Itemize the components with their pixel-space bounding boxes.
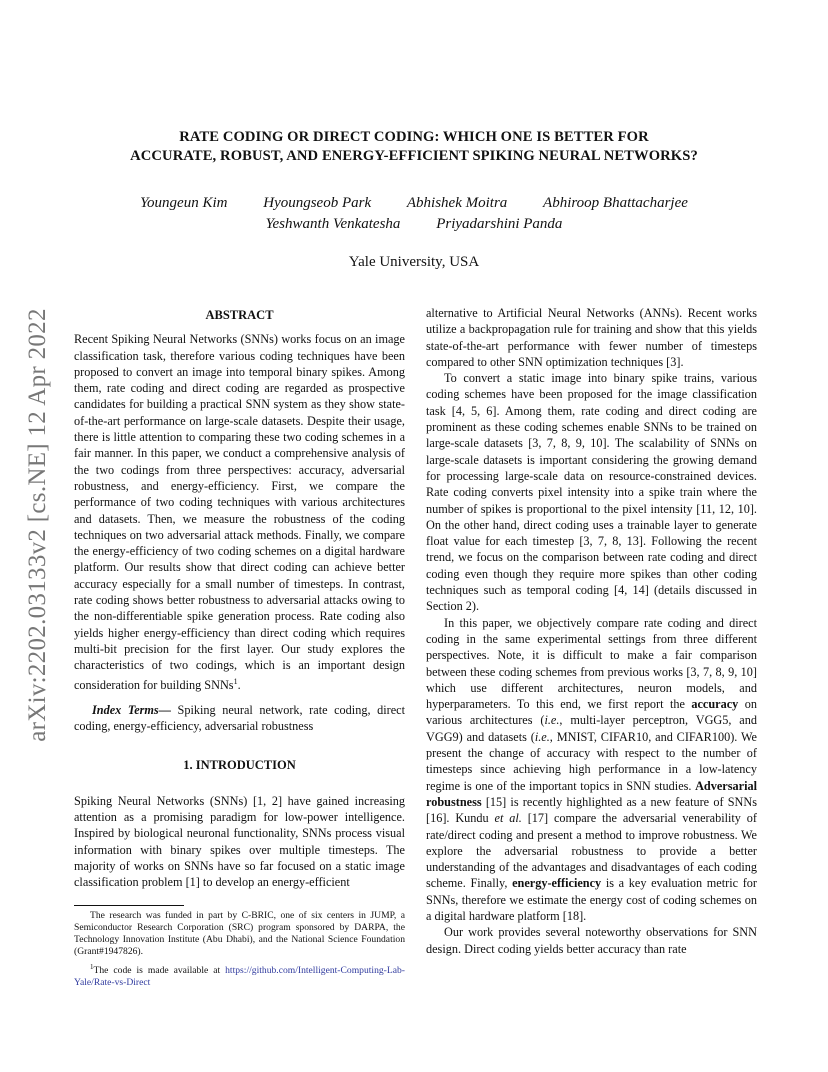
code-footnote: $^1$The code is made available at https://github.com/Intelligent-Computing-Lab-Yale/Rate-vs-Direct [74,962,405,988]
index-terms: Index Terms— Spiking neural network, rate coding, direct coding, energy-efficiency, adversarial robustness [74,702,405,734]
footnote-rule [74,905,184,906]
title-line-2: ACCURATE, ROBUST, AND ENERGY-EFFICIENT SPIKING NEURAL NETWORKS? [130,148,698,164]
author-name: Priyadarshini Panda [436,216,563,232]
arxiv-sidebar [20,285,56,765]
authors-row-1 [74,193,754,213]
arxiv-identifier: arXiv:2202.03133v2 [cs.NE] 12 Apr 2022 [24,308,51,742]
right-column [426,305,757,957]
intro-paragraph-3: In this paper, we objectively compare rate coding and direct coding in the same experimental settings from three different perspectives. Note, it is difficult to make a fair comparison between these coding schemes from previous works [3, 7, 8, 9, 10] which use different architectures, neuron models, and hyperparameters. To this end, we first report the accuracy on various architectures (i.e., multi-layer perceptron, VGG5, and VGG9) and datasets (i.e., MNIST, CIFAR10, and CIFAR100). We present the change of accuracy with respect to the number of timesteps since achieving high performance in a low-latency regime is one of the important topics in SNN studies. Adversarial robustness [15] is recently highlighted as a new feature of SNNs [16]. Kundu et al. [17] compare the adversarial venerability of rate/direct coding and present a method to improve robustness. We explore the adversarial robustness to provide a better understanding of the advantages and disadvantages of each coding scheme. Finally, energy-efficiency is a key evaluation metric for SNNs, therefore we estimate the energy cost of coding schemes on a digital hardware platform [18]. [426,615,757,923]
intro-paragraph-cont: alternative to Artificial Neural Networks (ANNs). Recent works utilize a backpropagation rule for training and show that this yields state-of-the-art performance with fewer number of timesteps compared to other SNN optimization techniques [3]. [426,306,757,369]
author-name: Abhiroop Bhattacharjee [543,195,688,211]
author-name: Yeshwanth Venkatesha [265,216,401,232]
left-column [74,307,405,989]
footnote-marker: 1 [233,676,238,686]
code-link[interactable]: https://github.com/Intelligent-Computing-Lab-Yale/Rate-vs-Direct [74,964,405,988]
intro-paragraph-2: To convert a static image into binary spike trains, various coding schemes have been proposed for the image classification task [4, 5, 6]. Among them, rate coding and direct coding are prominent as these coding schemes enable SNNs to be trained on large-scale datasets [3, 7, 8, 9, 10]. The scalability of SNNs on large-scale datasets is important considering the growing demand for processing large-scale data on resource-constrained devices. Rate coding converts pixel intensity into a spike train where the number of spikes is proportional to the pixel intensity [11, 12, 10]. On the other hand, direct coding uses a trainable layer to generate float value for each timestep [3, 7, 8, 13]. Following the recent trend, we focus on the comparison between rate coding and direct coding even though they require more spikes than other coding techniques such as temporal coding [4, 14] (details discussed in Section 2). [426,371,757,614]
paper-title [74,128,754,166]
funding-footnote: The research was funded in part by C-BRIC, one of six centers in JUMP, a Semiconductor Research Corporation (SRC) program sponsored by DARPA, the Technology Innovation Institute (Abu Dhabi), and the National Science Foundation (Grant#1947826). [74,909,405,957]
affiliation: Yale University, USA [348,254,480,270]
abstract-heading: ABSTRACT [205,308,274,322]
footnotes [74,905,405,989]
authors-row-2 [74,214,754,234]
intro-heading: 1. INTRODUCTION [183,757,296,772]
title-line-1: RATE CODING OR DIRECT CODING: WHICH ONE IS BETTER FOR [179,129,649,145]
author-name: Youngeun Kim [140,195,228,211]
author-name: Hyoungseob Park [263,195,372,211]
intro-paragraph-4: Our work provides several noteworthy observations for SNN design. Direct coding yields better accuracy than rate [426,925,757,956]
intro-paragraph: Spiking Neural Networks (SNNs) [1, 2] have gained increasing attention as a promising paradigm for low-power intelligence. Inspired by biological neuronal functionality, SNNs process visual information with binary spikes over multiple timesteps. The majority of works on SNNs have so far focused on a static image classification problem [1] to develop an energy-efficient [74,793,405,890]
author-name: Abhishek Moitra [406,195,508,211]
abstract-text: Recent Spiking Neural Networks (SNNs) works focus on an image classification task, therefore various coding techniques have been proposed to convert an image into temporal binary spikes. Among them, rate coding and direct coding are regarded as prospective candidates for building a practical SNN system as they show state-of-the-art performance on large-scale datasets. Despite their usage, there is little attention to comparing these two coding schemes in a fair manner. In this paper, we conduct a comprehensive analysis of the two codings from three perspectives: accuracy, adversarial robustness, and energy-efficiency. First, we compare the performance of two coding techniques with various architectures and datasets. Then, we measure the robustness of the coding techniques on two adversarial attack methods. Finally, we compare the energy-efficiency of two coding schemes on a digital hardware platform. Our results show that direct coding can achieve better accuracy especially for a small number of timesteps. In contrast, rate coding shows better robustness to adversarial attacks owing to the non-differentiable spike generation process. Rate coding also yields higher energy-efficiency than direct coding which requires multi-bit precision for the first layer. Our study explores the characteristics of two codings, which is an important design consideration for building SNNs$^1$. [74,332,405,692]
